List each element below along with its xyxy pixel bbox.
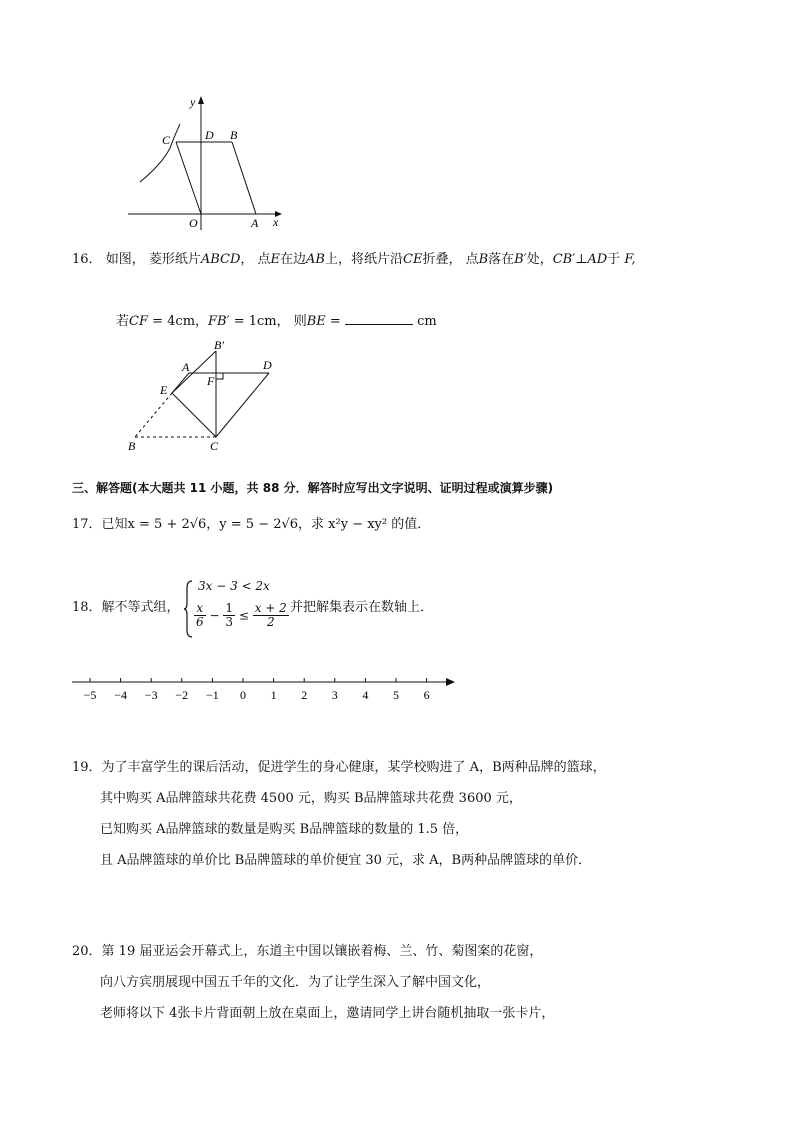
q16-l2-0: 若: [116, 314, 130, 329]
tick-label: 0: [240, 688, 246, 702]
label-c: C: [162, 133, 171, 147]
segment-ba: [232, 142, 256, 214]
tick-label: 4: [362, 688, 369, 702]
q16-text-13: CB′⊥AD: [552, 252, 608, 267]
q16-text-4: 在边: [280, 252, 307, 267]
hyperbola-curve: [140, 124, 180, 182]
label-b: B: [128, 439, 136, 453]
label-b: B: [230, 128, 238, 142]
tick-label: 3: [331, 688, 338, 702]
tick-label: −4: [114, 688, 127, 702]
tick-label: 6: [423, 688, 430, 702]
q16-text-1: ABCD: [200, 252, 241, 267]
answer-blank[interactable]: [345, 312, 413, 325]
right-angle-mark: [216, 373, 223, 379]
q16-text-9: B: [478, 252, 489, 267]
label-d: D: [263, 358, 272, 372]
frac-x-num: x: [194, 602, 206, 616]
number-line: [60, 670, 460, 706]
q20-number: 20．: [72, 944, 102, 959]
segment-eb-dashed: [135, 393, 172, 437]
q16-text-3: E: [270, 252, 281, 267]
q17-text: 已知x = 5 + 2√6，y = 5 − 2√6，求 x²y − xy² 的值．: [101, 517, 431, 532]
segment-co: [176, 142, 201, 214]
label-a: A: [182, 360, 190, 374]
q16-number: 16．: [72, 252, 102, 267]
q16-text-15: F,: [624, 252, 636, 267]
q19-text-0: 为了丰富学生的课后活动，促进学生的身心健康，某学校购进了 A，B两种品牌的篮球，: [101, 760, 606, 775]
q16-text-12: 处，: [526, 252, 553, 267]
q16-text-2: ， 点: [240, 252, 271, 267]
tick-label: 2: [301, 688, 308, 702]
q20-text-0: 第 19 届亚运会开幕式上，东道主中国以镶嵌着梅、兰、竹、菊图案的花窗，: [101, 944, 543, 959]
q18-ineq1: 3x − 3 < 2x: [198, 579, 270, 593]
q16-l2-3: FB′: [208, 314, 230, 329]
q16-l2-4: = 1cm， 则: [229, 314, 307, 329]
label-o: O: [189, 216, 198, 230]
frac-1-den: 3: [225, 615, 233, 629]
q20-line-0: [72, 944, 542, 960]
q16-l2-5: BE: [306, 314, 326, 329]
y-axis-label: y: [190, 95, 196, 109]
q19-number: 19．: [72, 760, 102, 775]
frac-x-6: [194, 602, 206, 629]
q19-line-3: 且 A品牌篮球的单价比 B品牌篮球的单价便宜 30 元，求 A，B两种品牌篮球的单价．: [100, 853, 592, 868]
tick-label: −1: [206, 688, 219, 702]
q16-l2-7: cm: [417, 314, 437, 329]
tick-label: 1: [270, 688, 277, 702]
tick-label: −5: [83, 688, 97, 702]
frac-x2-den: 2: [266, 615, 275, 629]
number-line-arrow-icon: [446, 678, 455, 686]
q16-line2: [116, 312, 437, 330]
q16-text-14: 于: [607, 252, 625, 267]
tick-label: −2: [175, 688, 189, 702]
frac-x2-num: x + 2: [254, 601, 287, 615]
q18-ineq2: [194, 602, 289, 629]
q18-number: 18．: [72, 600, 102, 615]
q16-line1: [72, 252, 635, 268]
q19-line-2: 已知购买 A品牌篮球的数量是购买 B品牌篮球的数量的 1.5 倍，: [100, 822, 469, 837]
label-a: A: [251, 216, 259, 230]
tick-label: −3: [144, 688, 158, 702]
q19-line-0: [72, 760, 606, 776]
q18-prefix-line: [72, 600, 180, 616]
coordinate-graph-figure: [120, 92, 295, 232]
q17-number: 17．: [72, 517, 102, 532]
q16-text-6: 上，将纸片沿: [325, 252, 404, 267]
le-sign: ≤: [238, 608, 249, 623]
q17: [72, 517, 430, 533]
label-c: C: [210, 439, 219, 453]
q18-suffix: 并把解集表示在数轴上．: [290, 600, 434, 615]
q16-text-0: 如图， 菱形纸片: [105, 252, 201, 267]
q16-text-8: 折叠， 点: [422, 252, 479, 267]
q20-line-2: 老师将以下 4张卡片背面朝上放在桌面上，邀请同学上讲台随机抽取一张卡片，: [100, 1006, 555, 1021]
q16-text-11: B′: [514, 252, 527, 267]
frac-1-num: 1: [225, 601, 233, 615]
left-brace-icon: [183, 580, 193, 638]
label-d: D: [205, 128, 214, 142]
q20-line-1: 向八方宾朋展现中国五千年的文化．为了让学生深入了解中国文化，: [100, 975, 491, 990]
y-axis-arrow-icon: [198, 96, 204, 104]
segment-ec: [172, 393, 216, 437]
segment-dc: [216, 373, 269, 437]
q16-l2-1: CF: [129, 314, 148, 329]
label-b-prime: B′: [214, 338, 224, 352]
q16-text-5: AB: [306, 252, 325, 267]
frac-x2-2: [253, 602, 289, 629]
x-axis-label: x: [273, 215, 279, 229]
q16-l2-2: = 4cm，: [147, 314, 209, 329]
frac-x-den: 6: [196, 615, 204, 629]
tick-label: 5: [393, 688, 399, 702]
q16-l2-6: =: [325, 314, 345, 329]
q16-text-7: CE: [403, 252, 423, 267]
section-heading: 三、解答题(本大题共 11 小题，共 88 分．解答时应写出文字说明、证明过程或演算步骤): [72, 481, 554, 495]
q19-line-1: 其中购买 A品牌篮球共花费 4500 元，购买 B品牌篮球共花费 3600 元，: [100, 791, 522, 806]
q16-text-10: 落在: [488, 252, 515, 267]
label-e: E: [160, 383, 168, 397]
q18-prefix: 解不等式组，: [101, 600, 180, 615]
label-f: F: [207, 374, 215, 388]
frac-1-3: [223, 602, 235, 629]
rhombus-fold-figure: [120, 336, 290, 456]
minus-sign: −: [209, 608, 220, 623]
